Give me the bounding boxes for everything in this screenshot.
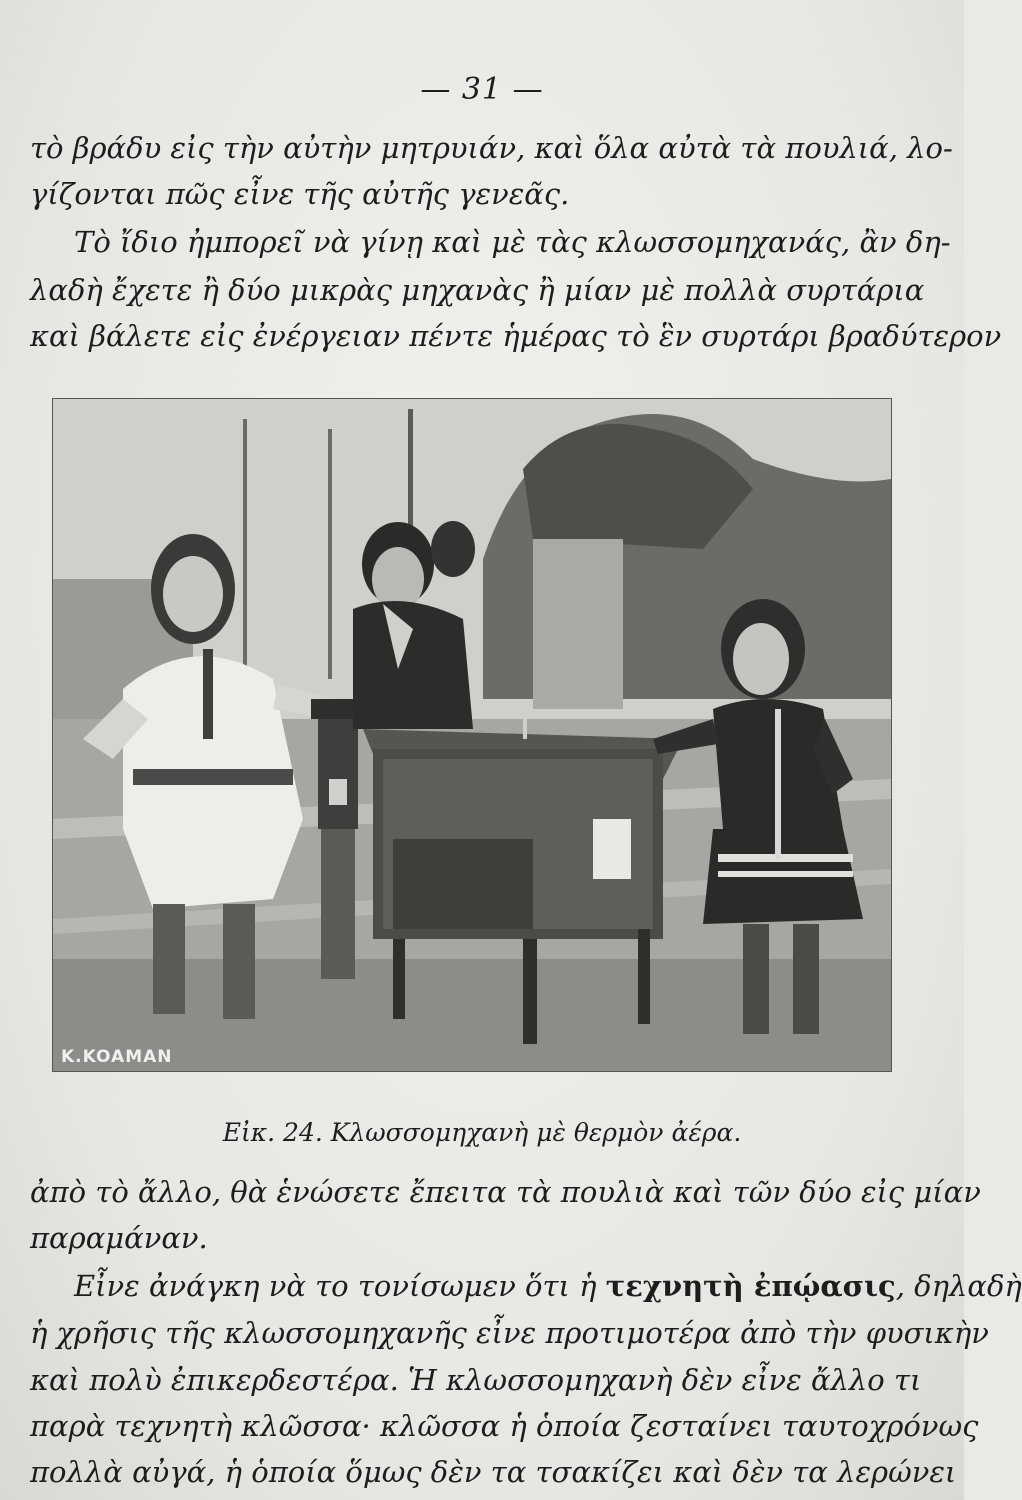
text-line: γίζονται πῶς εἶνε τῆς αὐτῆς γενεᾶς. [30,177,570,211]
text-line [74,1266,1022,1306]
text-line: καὶ πολὺ ἐπικερδεστέρα. Ἡ κλωσσομηχανὴ δὲν εἶνε ἄλλο τι [30,1363,922,1397]
figure-caption: Εἰκ. 24. Κλωσσομηχανὴ μὲ θερμὸν ἀέρα. [222,1118,742,1147]
text-line: Τὸ ἴδιο ἠμπορεῖ νὰ γίνῃ καὶ μὲ τὰς κλωσσομηχανάς, ἂν δη- [74,225,951,259]
incubator-photo [52,398,892,1072]
text-run: , δηλαδὴ [895,1269,1022,1303]
text-line: ἀπὸ τὸ ἄλλο, θὰ ἑνώσετε ἔπειτα τὰ πουλιὰ καὶ τῶν δύο εἰς μίαν [30,1175,981,1209]
text-line: πολλὰ αὐγά, ἡ ὁποία ὅμως δὲν τα τσακίζει καὶ δὲν τα λερώνει [30,1455,957,1489]
photo-illustration [53,399,891,1071]
text-line: παραμάναν. [30,1221,208,1255]
text-run: Εἶνε ἀνάγκη νὰ το τονίσωμεν ὅτι ἡ [74,1269,606,1303]
text-line: παρὰ τεχνητὴ κλῶσσα· κλῶσσα ἡ ὁποία ζεσταίνει ταυτοχρόνως [30,1409,979,1443]
text-line: ἡ χρῆσις τῆς κλωσσομηχανῆς εἶνε προτιμοτέρα ἀπὸ τὴν φυσικὴν [30,1316,989,1350]
photographer-watermark: K.KOAMAN [61,1047,173,1067]
text-line: τὸ βράδυ εἰς τὴν αὐτὴν μητρυιάν, καὶ ὅλα αὐτὰ τὰ πουλιά, λο- [30,131,953,165]
text-line: καὶ βάλετε εἰς ἐνέργειαν πέντε ἡμέρας τὸ ἓν συρτάρι βραδύτερον [30,319,1002,353]
text-line: λαδὴ ἔχετε ἢ δύο μικρὰς μηχανὰς ἢ μίαν μὲ πολλὰ συρτάρια [30,273,925,307]
bold-term: τεχνητὴ ἐπῴασις [605,1269,896,1303]
page-number: — 31 — [420,72,544,107]
